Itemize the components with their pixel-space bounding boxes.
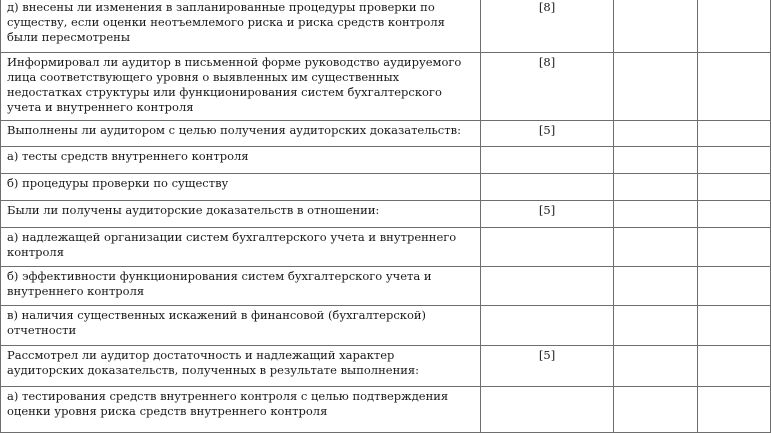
reference-cell <box>481 227 613 266</box>
reference-cell <box>481 0 613 52</box>
reference-text: [5] <box>538 347 556 362</box>
question-text: а) тестирования средств внутреннего контроля с целью подтверждения оценки уровня риска средств внутреннего контроля <box>7 388 449 418</box>
table-row <box>1 0 771 52</box>
question-cell <box>1 146 481 173</box>
reference-cell <box>481 305 613 345</box>
question-cell <box>1 200 481 227</box>
question-text: Рассмотрел ли аудитор достаточность и надлежащий характер аудиторских доказательств, полученных в результате выполнения: <box>7 347 420 377</box>
question-cell <box>1 345 481 386</box>
question-cell <box>1 120 481 146</box>
question-cell <box>1 266 481 305</box>
table-body <box>1 0 771 432</box>
question-text: а) тесты средств внутреннего контроля <box>7 148 249 163</box>
reference-cell <box>481 52 613 120</box>
question-text: д) внесены ли изменения в запланированные процедуры проверки по существу, если оценки неотъемлемого риска и риска средств контроля были пересмотрены <box>7 0 445 44</box>
comment-cell[interactable] <box>697 200 770 227</box>
answer-cell[interactable] <box>613 146 697 173</box>
comment-cell[interactable] <box>697 305 770 345</box>
question-text: в) наличия существенных искажений в финансовой (бухгалтерской) отчетности <box>7 307 427 337</box>
question-cell <box>1 305 481 345</box>
question-cell <box>1 173 481 200</box>
answer-cell[interactable] <box>613 227 697 266</box>
question-text: Были ли получены аудиторские доказательств в отношении: <box>7 202 380 217</box>
reference-cell <box>481 386 613 432</box>
question-text: Информировал ли аудитор в письменной форме руководство аудируемого лица соответствующего уровня о выявленных им существенных недостатках структуры или функционирования систем бухгалтерского учета и внутреннего контроля <box>7 54 462 114</box>
question-cell <box>1 0 481 52</box>
reference-cell <box>481 120 613 146</box>
comment-cell[interactable] <box>697 173 770 200</box>
reference-cell <box>481 345 613 386</box>
table-row <box>1 305 771 345</box>
table-row <box>1 227 771 266</box>
question-text: Выполнены ли аудитором с целью получения аудиторских доказательств: <box>7 122 461 137</box>
question-text: б) эффективности функционирования систем бухгалтерского учета и внутреннего контроля <box>7 268 432 298</box>
table-row <box>1 200 771 227</box>
reference-text: [5] <box>538 122 556 137</box>
table-row <box>1 120 771 146</box>
table-row <box>1 345 771 386</box>
reference-cell <box>481 146 613 173</box>
reference-text: [5] <box>538 202 556 217</box>
table-row <box>1 266 771 305</box>
table-row <box>1 173 771 200</box>
question-cell <box>1 227 481 266</box>
answer-cell[interactable] <box>613 305 697 345</box>
reference-cell <box>481 266 613 305</box>
question-text: б) процедуры проверки по существу <box>7 175 229 190</box>
reference-text: [8] <box>538 54 556 69</box>
reference-cell <box>481 200 613 227</box>
reference-text: [8] <box>538 0 556 14</box>
comment-cell[interactable] <box>697 0 770 52</box>
comment-cell[interactable] <box>697 266 770 305</box>
answer-cell[interactable] <box>613 0 697 52</box>
question-text: а) надлежащей организации систем бухгалтерского учета и внутреннего контроля <box>7 229 457 259</box>
reference-cell <box>481 173 613 200</box>
answer-cell[interactable] <box>613 120 697 146</box>
comment-cell[interactable] <box>697 146 770 173</box>
answer-cell[interactable] <box>613 266 697 305</box>
comment-cell[interactable] <box>697 120 770 146</box>
table-row <box>1 146 771 173</box>
answer-cell[interactable] <box>613 52 697 120</box>
question-cell <box>1 386 481 432</box>
question-cell <box>1 52 481 120</box>
table-row <box>1 52 771 120</box>
answer-cell[interactable] <box>613 200 697 227</box>
comment-cell[interactable] <box>697 227 770 266</box>
comment-cell[interactable] <box>697 345 770 386</box>
table-row <box>1 386 771 432</box>
answer-cell[interactable] <box>613 386 697 432</box>
comment-cell[interactable] <box>697 52 770 120</box>
comment-cell[interactable] <box>697 386 770 432</box>
answer-cell[interactable] <box>613 345 697 386</box>
answer-cell[interactable] <box>613 173 697 200</box>
